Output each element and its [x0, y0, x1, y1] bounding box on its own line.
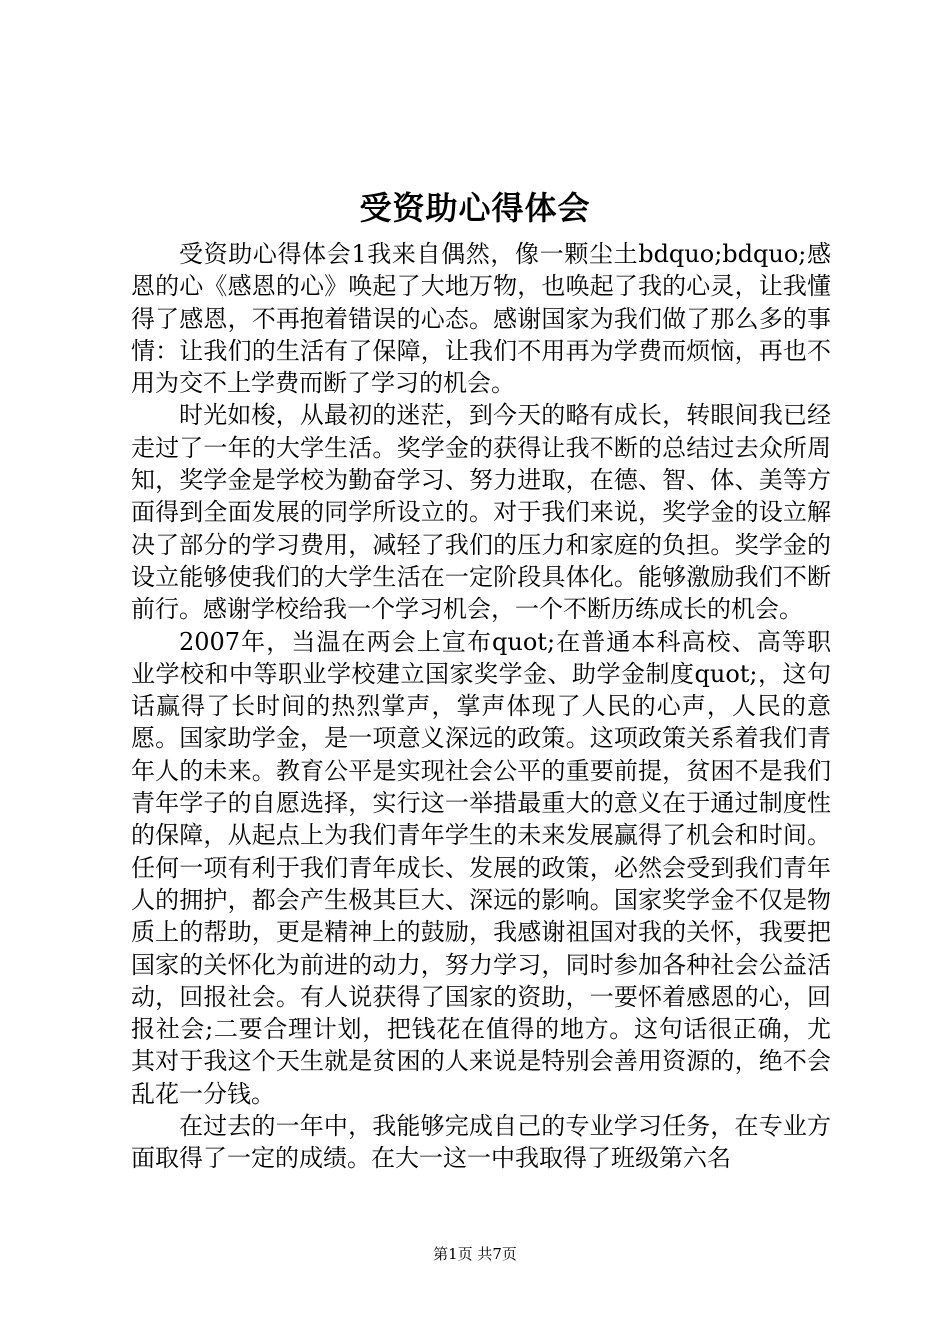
document-title: 受资助心得体会: [359, 189, 591, 227]
paragraph-2: 时光如梭，从最初的迷茫，到今天的略有成长，转眼间我已经走过了一年的大学生活。奖学金的获得让我不断的总结过去众所周知，奖学金是学校为勤奋学习、努力进取，在德、智、体、美等方面得到全面发展的同学所设立的。对于我们来说，奖学金的设立解决了部分的学习费用，减轻了我们的压力和家庭的负担。奖学金的设立能够使我们的大学生活在一定阶段具体化。能够激励我们不断前行。感谢学校给我一个学习机会，一个不断历练成长的机会。: [131, 401, 831, 624]
paragraph-1: 受资助心得体会1我来自偶然，像一颗尘土bdquo;bdquo;感恩的心《感恩的心》唤起了大地万物，也唤起了我的心灵，让我懂得了感恩，不再抱着错误的心态。感谢国家为我们做了那么多的事情：让我们的生活有了保障，让我们不用再为学费而烦恼，再也不用为交不上学费而断了学习的机会。: [131, 240, 831, 398]
page-footer: 第1页 共7页: [433, 1245, 517, 1263]
paragraph-3: 2007年，当温在两会上宣布quot;在普通本科高校、高等职业学校和中等职业学校建立国家奖学金、助学金制度quot;，这句话赢得了长时间的热烈掌声，掌声体现了人民的心声，人民的意愿。国家助学金，是一项意义深远的政策。这项政策关系着我们青年人的未来。教育公平是实现社会公平的重要前提，贫困不是我们青年学子的自愿选择，实行这一举措最重大的意义在于通过制度性的保障，从起点上为我们青年学生的未来发展赢得了机会和时间。任何一项有利于我们青年成长、发展的政策，必然会受到我们青年人的拥护，都会产生极其巨大、深远的影响。国家奖学金不仅是物质上的帮助，更是精神上的鼓励，我感谢祖国对我的关怀，我要把国家的关怀化为前进的动力，努力学习，同时参加各种社会公益活动，回报社会。有人说获得了国家的资助，一要怀着感恩的心，回报社会;二要合理计划，把钱花在值得的地方。这句话很正确，尤其对于我这个天生就是贫困的人来说是特别会善用资源的，绝不会乱花一分钱。: [131, 627, 831, 1108]
paragraph-4: 在过去的一年中，我能够完成自己的专业学习任务，在专业方面取得了一定的成绩。在大一这一中我取得了班级第六名: [131, 1112, 831, 1173]
document-body: [131, 238, 831, 1175]
